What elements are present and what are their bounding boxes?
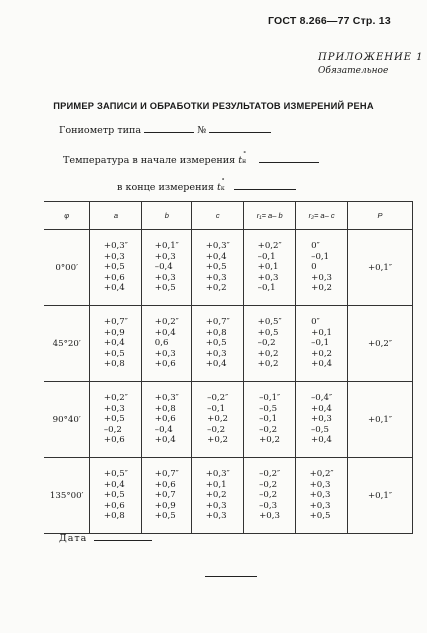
value-line: +0,4: [205, 251, 227, 262]
temp-start-label: Температура в начале измерения: [63, 155, 236, 166]
value-line: +0,6: [103, 435, 125, 446]
number-label: №: [197, 125, 207, 136]
b-cell: [142, 458, 192, 534]
goniometer-label: Гониометр типа: [59, 125, 142, 136]
temp-start-sup: °: [243, 151, 247, 158]
r2-values: [311, 241, 332, 294]
r1-values: [259, 393, 280, 446]
temp-start-symbol: t: [238, 155, 243, 166]
p-cell: +0,2″: [348, 306, 413, 382]
value-line: +0,2″: [103, 393, 128, 404]
c-values: [206, 317, 230, 370]
value-line: 0: [311, 262, 317, 273]
value-line: +0,3: [311, 272, 333, 283]
value-line: +0,3″: [205, 469, 230, 480]
value-line: +0,5″: [103, 469, 128, 480]
value-line: +0,4: [154, 435, 176, 446]
header-b: b: [142, 202, 192, 230]
value-line: +0,3: [259, 511, 280, 522]
value-line: +0,5: [309, 511, 331, 522]
value-line: +0,6: [154, 359, 176, 370]
header-a: a: [90, 202, 142, 230]
c-values: [207, 393, 228, 446]
value-line: +0,3″: [205, 241, 230, 252]
value-line: –0,2: [103, 424, 122, 435]
value-line: +0,2″: [309, 469, 334, 480]
r1-values: [258, 317, 282, 370]
value-line: +0,5: [205, 262, 227, 273]
value-line: +0,3: [154, 251, 176, 262]
c-cell: [192, 458, 244, 534]
temp-end-label: в конце измерения: [117, 182, 214, 193]
value-line: +0,8: [205, 327, 227, 338]
value-line: +0,3: [103, 403, 125, 414]
date-line: [59, 532, 152, 544]
value-line: +0,3: [205, 511, 227, 522]
temp-end-sub: к: [220, 185, 225, 192]
phi-cell: 45°20′: [44, 306, 90, 382]
value-line: +0,3: [154, 272, 176, 283]
value-line: +0,2: [207, 414, 229, 425]
value-line: –0,4″: [311, 393, 333, 404]
phi-cell: 0°00′: [44, 230, 90, 306]
value-line: –0,2: [257, 338, 276, 349]
c-cell: [192, 306, 244, 382]
r1-values: [258, 241, 282, 294]
value-line: +0,4: [103, 283, 125, 294]
value-line: +0,8: [154, 403, 176, 414]
value-line: –0,1: [259, 414, 278, 425]
header-c: c: [192, 202, 244, 230]
signature-line: [205, 576, 257, 577]
value-line: 0″: [311, 241, 320, 252]
value-line: +0,7″: [103, 317, 128, 328]
header-p: P: [348, 202, 413, 230]
phi-cell: 135°00′: [44, 458, 90, 534]
value-line: –0,2: [259, 479, 278, 490]
r1-cell: [244, 382, 296, 458]
r2-values: [310, 469, 334, 522]
value-line: +0,3: [205, 272, 227, 283]
value-line: –0,1: [207, 403, 226, 414]
value-line: +0,4: [311, 435, 332, 446]
c-cell: [192, 230, 244, 306]
r2-cell: [296, 306, 348, 382]
measurement-table: [44, 201, 413, 534]
value-line: –0,1: [257, 283, 276, 294]
a-values: [104, 393, 128, 446]
value-line: +0,2: [311, 348, 333, 359]
c-values: [206, 469, 230, 522]
value-line: +0,1: [257, 262, 279, 273]
value-line: –0,5: [311, 424, 329, 435]
value-line: +0,4: [154, 327, 176, 338]
goniometer-line: [59, 124, 271, 136]
value-line: +0,2: [257, 359, 279, 370]
value-line: –0,2: [259, 424, 278, 435]
value-line: +0,6: [154, 414, 176, 425]
r1-cell: [244, 230, 296, 306]
p-cell: +0,1″: [348, 458, 413, 534]
phi-cell: 90°40′: [44, 382, 90, 458]
goniometer-type-blank[interactable]: [144, 124, 194, 133]
value-line: +0,2: [259, 435, 280, 446]
value-line: +0,6: [103, 500, 125, 511]
value-line: –0,4: [154, 262, 173, 273]
temp-end-blank[interactable]: [234, 181, 296, 190]
temp-end-symbol: t: [217, 182, 221, 193]
value-line: +0,2″: [257, 241, 282, 252]
value-line: –0,2: [259, 490, 278, 501]
p-cell: +0,1″: [348, 230, 413, 306]
a-cell: [90, 306, 142, 382]
value-line: +0,7: [154, 490, 176, 501]
document-title: ПРИМЕР ЗАПИСИ И ОБРАБОТКИ РЕЗУЛЬТАТОВ ИЗМЕРЕНИЙ РЕНА: [53, 101, 374, 111]
a-cell: [90, 382, 142, 458]
value-line: +0,8: [103, 359, 125, 370]
value-line: +0,5: [154, 283, 176, 294]
value-line: +0,4: [205, 359, 227, 370]
value-line: +0,3″: [103, 241, 128, 252]
appendix-label: ПРИЛОЖЕНИЕ 1: [318, 52, 424, 63]
value-line: +0,5: [103, 348, 125, 359]
value-line: –0,4: [154, 424, 173, 435]
b-values: [155, 317, 179, 370]
r2-cell: [296, 382, 348, 458]
temp-start-blank[interactable]: [259, 154, 319, 163]
value-line: +0,2: [257, 348, 279, 359]
value-line: +0,3: [309, 479, 331, 490]
temp-start-line: [63, 151, 319, 166]
header-r1: r₁= a– b: [244, 202, 296, 230]
r2-cell: [296, 458, 348, 534]
value-line: +0,5: [257, 327, 279, 338]
value-line: +0,9: [154, 500, 176, 511]
r2-cell: [296, 230, 348, 306]
temp-start-sub: н: [242, 158, 247, 165]
value-line: –0,2: [207, 424, 226, 435]
value-line: +0,3: [309, 490, 331, 501]
value-line: –0,1: [257, 251, 276, 262]
value-line: +0,2: [207, 435, 229, 446]
a-cell: [90, 230, 142, 306]
header-phi: φ: [44, 202, 90, 230]
a-values: [104, 241, 128, 294]
value-line: 0″: [311, 317, 320, 328]
value-line: +0,5: [103, 262, 125, 273]
table-row: [44, 306, 413, 382]
value-line: +0,7″: [154, 469, 179, 480]
value-line: +0,4: [311, 403, 332, 414]
value-line: +0,3″: [154, 393, 179, 404]
value-line: –0,1: [311, 338, 330, 349]
date-label: Дата: [59, 533, 88, 544]
value-line: –0,2″: [259, 469, 281, 480]
value-line: +0,8: [103, 511, 125, 522]
value-line: +0,2: [205, 490, 227, 501]
value-line: +0,6: [103, 272, 125, 283]
value-line: +0,1″: [154, 241, 179, 252]
table-header-row: [44, 202, 413, 230]
c-values: [206, 241, 230, 294]
a-values: [104, 317, 128, 370]
temp-end-sup: °: [221, 178, 225, 185]
a-cell: [90, 458, 142, 534]
value-line: +0,9: [103, 327, 125, 338]
value-line: +0,2: [205, 283, 227, 294]
r2-values: [311, 393, 332, 446]
value-line: +0,3: [154, 348, 176, 359]
value-line: +0,2″: [154, 317, 179, 328]
value-line: +0,2: [311, 283, 333, 294]
value-line: +0,3: [257, 272, 279, 283]
goniometer-number-blank[interactable]: [209, 124, 271, 133]
value-line: –0,3: [259, 500, 278, 511]
value-line: +0,4: [311, 359, 333, 370]
value-line: +0,3: [311, 414, 332, 425]
b-values: [155, 393, 179, 446]
table-row: [44, 230, 413, 306]
value-line: +0,5: [205, 338, 227, 349]
value-line: +0,5: [154, 511, 176, 522]
value-line: +0,1: [311, 327, 333, 338]
temp-end-line: [117, 178, 296, 193]
value-line: +0,4: [103, 479, 125, 490]
value-line: +0,3: [205, 348, 227, 359]
value-line: –0,1: [311, 251, 330, 262]
b-cell: [142, 382, 192, 458]
value-line: +0,6: [154, 479, 176, 490]
b-values: [155, 469, 179, 522]
date-blank[interactable]: [94, 532, 152, 541]
value-line: +0,5: [103, 414, 125, 425]
page-header: ГОСТ 8.266—77 Стр. 13: [268, 15, 391, 27]
b-values: [155, 241, 179, 294]
r1-cell: [244, 458, 296, 534]
appendix-note: Обязательное: [318, 66, 389, 76]
value-line: +0,3: [205, 500, 227, 511]
value-line: +0,4: [103, 338, 125, 349]
r1-cell: [244, 306, 296, 382]
value-line: +0,3: [309, 500, 331, 511]
a-values: [104, 469, 128, 522]
value-line: +0,5: [103, 490, 125, 501]
table-row: [44, 382, 413, 458]
value-line: +0,7″: [205, 317, 230, 328]
value-line: 0,6: [154, 338, 169, 349]
b-cell: [142, 306, 192, 382]
b-cell: [142, 230, 192, 306]
r2-values: [311, 317, 332, 370]
value-line: –0,1″: [259, 393, 281, 404]
r1-values: [259, 469, 280, 522]
p-cell: +0,1″: [348, 382, 413, 458]
value-line: –0,2″: [207, 393, 229, 404]
table-row: [44, 458, 413, 534]
value-line: +0,3: [103, 251, 125, 262]
c-cell: [192, 382, 244, 458]
value-line: –0,5: [259, 403, 278, 414]
value-line: +0,1: [205, 479, 227, 490]
header-r2: r₂= a– c: [296, 202, 348, 230]
value-line: +0,5″: [257, 317, 282, 328]
